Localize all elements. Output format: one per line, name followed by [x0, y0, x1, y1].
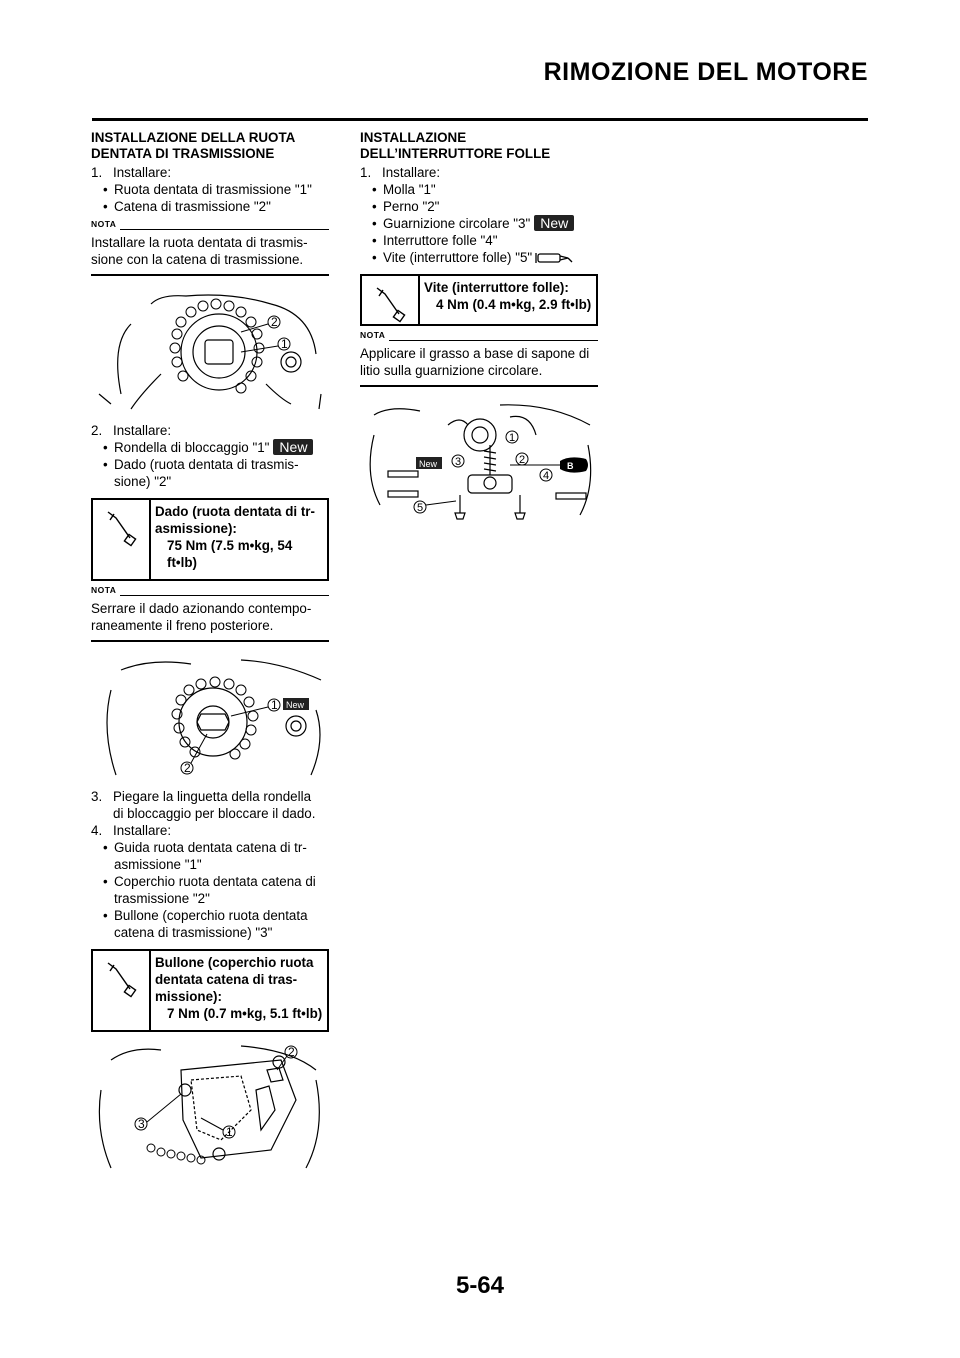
torque-wrench-icon	[104, 508, 138, 548]
page-title: RIMOZIONE DEL MOTORE	[543, 58, 868, 86]
list-item: • Ruota dentata di trasmissione "1"	[91, 181, 329, 198]
callout-3: 3	[455, 456, 462, 468]
list-item: • Bullone (coperchio ruota dentata catena di trasmissione) "3"	[91, 907, 329, 941]
new-badge: New	[273, 439, 313, 455]
list-item: • Molla "1"	[360, 181, 598, 198]
list-item: • Guida ruota dentata catena di tr-asmissione "1"	[91, 839, 329, 873]
callout-1: 1	[509, 432, 516, 444]
torque-name: Dado (ruota dentata di tr-asmissione):	[155, 504, 315, 536]
list-item: • Vite (interruttore folle) "5"	[360, 249, 598, 266]
callout-2: 2	[288, 1045, 295, 1059]
torque-value: 4 Nm (0.4 m•kg, 2.9 ft•lb)	[436, 297, 592, 312]
note-label: NOTA	[91, 585, 117, 595]
right-column	[360, 130, 598, 538]
list-item: • Interruttore folle "4"	[360, 232, 598, 249]
note-text: Serrare il dado azionando contempo-raneamente il freno posteriore.	[91, 601, 312, 633]
step-4: 4. Installare:	[91, 823, 172, 838]
torque-value: 7 Nm (0.7 m•kg, 5.1 ft•lb)	[167, 1006, 323, 1021]
note-block	[91, 221, 329, 276]
torque-name: Bullone (coperchio ruota dentata catena di tras-missione):	[155, 955, 314, 1004]
step-2: 2. Installare:	[91, 423, 172, 438]
list-item: • Dado (ruota dentata di trasmis-sione) "2"	[91, 456, 329, 490]
torque-spec-box	[91, 498, 329, 581]
list-item: • Guarnizione circolare "3" New	[360, 215, 598, 232]
section-heading-drive-sprocket: INSTALLAZIONE DELLA RUOTA DENTATA DI TRASMISSIONE	[91, 130, 295, 161]
callout-2: 2	[519, 454, 526, 466]
step-3-continued: di bloccaggio per bloccare il dado.	[113, 806, 316, 821]
note-text: Applicare il grasso a base di sapone di litio sulla guarnizione circolare.	[360, 346, 590, 378]
new-label: New	[286, 700, 305, 710]
title-rule	[92, 118, 868, 121]
note-block	[360, 332, 598, 387]
note-text: Installare la ruota dentata di trasmis-sione con la catena di trasmissione.	[91, 235, 308, 267]
left-column	[91, 130, 329, 1178]
callout-2: 2	[184, 761, 191, 775]
neutral-switch-illustration	[360, 395, 598, 530]
step-3: 3. Piegare la linguetta della rondella	[91, 789, 312, 804]
note-label: NOTA	[91, 219, 117, 229]
callout-1: 1	[271, 698, 278, 712]
note-block	[91, 587, 329, 642]
new-badge: New	[534, 215, 574, 231]
callout-1: 1	[281, 337, 288, 351]
torque-spec-box	[360, 274, 598, 326]
torque-value: 75 Nm (7.5 m•kg, 54 ft•lb)	[167, 538, 293, 570]
list-item: • Rondella di bloccaggio "1" New	[91, 439, 329, 456]
torque-wrench-icon	[104, 959, 138, 999]
torque-name: Vite (interruttore folle):	[424, 280, 569, 295]
list-item: • Coperchio ruota dentata catena di trasmissione "2"	[91, 873, 329, 907]
callout-5: 5	[417, 502, 424, 514]
threadlock-icon	[534, 251, 574, 265]
lock-washer-nut-illustration	[91, 650, 329, 780]
grease-label: B	[567, 461, 574, 471]
new-label: New	[419, 459, 438, 469]
sprocket-cover-illustration	[91, 1040, 329, 1170]
callout-1: 1	[226, 1125, 233, 1139]
section-heading-neutral-switch: INSTALLAZIONE DELL’INTERRUTTORE FOLLE	[360, 130, 551, 161]
torque-wrench-icon	[373, 284, 407, 324]
note-label: NOTA	[360, 330, 386, 340]
torque-spec-box	[91, 949, 329, 1032]
list-item: • Catena di trasmissione "2"	[91, 198, 329, 215]
drive-sprocket-chain-illustration	[91, 284, 329, 414]
page-number: 5-64	[455, 1272, 505, 1299]
step-1: 1. Installare:	[91, 165, 172, 180]
callout-2: 2	[271, 315, 278, 329]
callout-3: 3	[138, 1117, 145, 1131]
list-item: • Perno "2"	[360, 198, 598, 215]
callout-4: 4	[543, 470, 550, 482]
step-1: 1. Installare:	[360, 165, 441, 180]
